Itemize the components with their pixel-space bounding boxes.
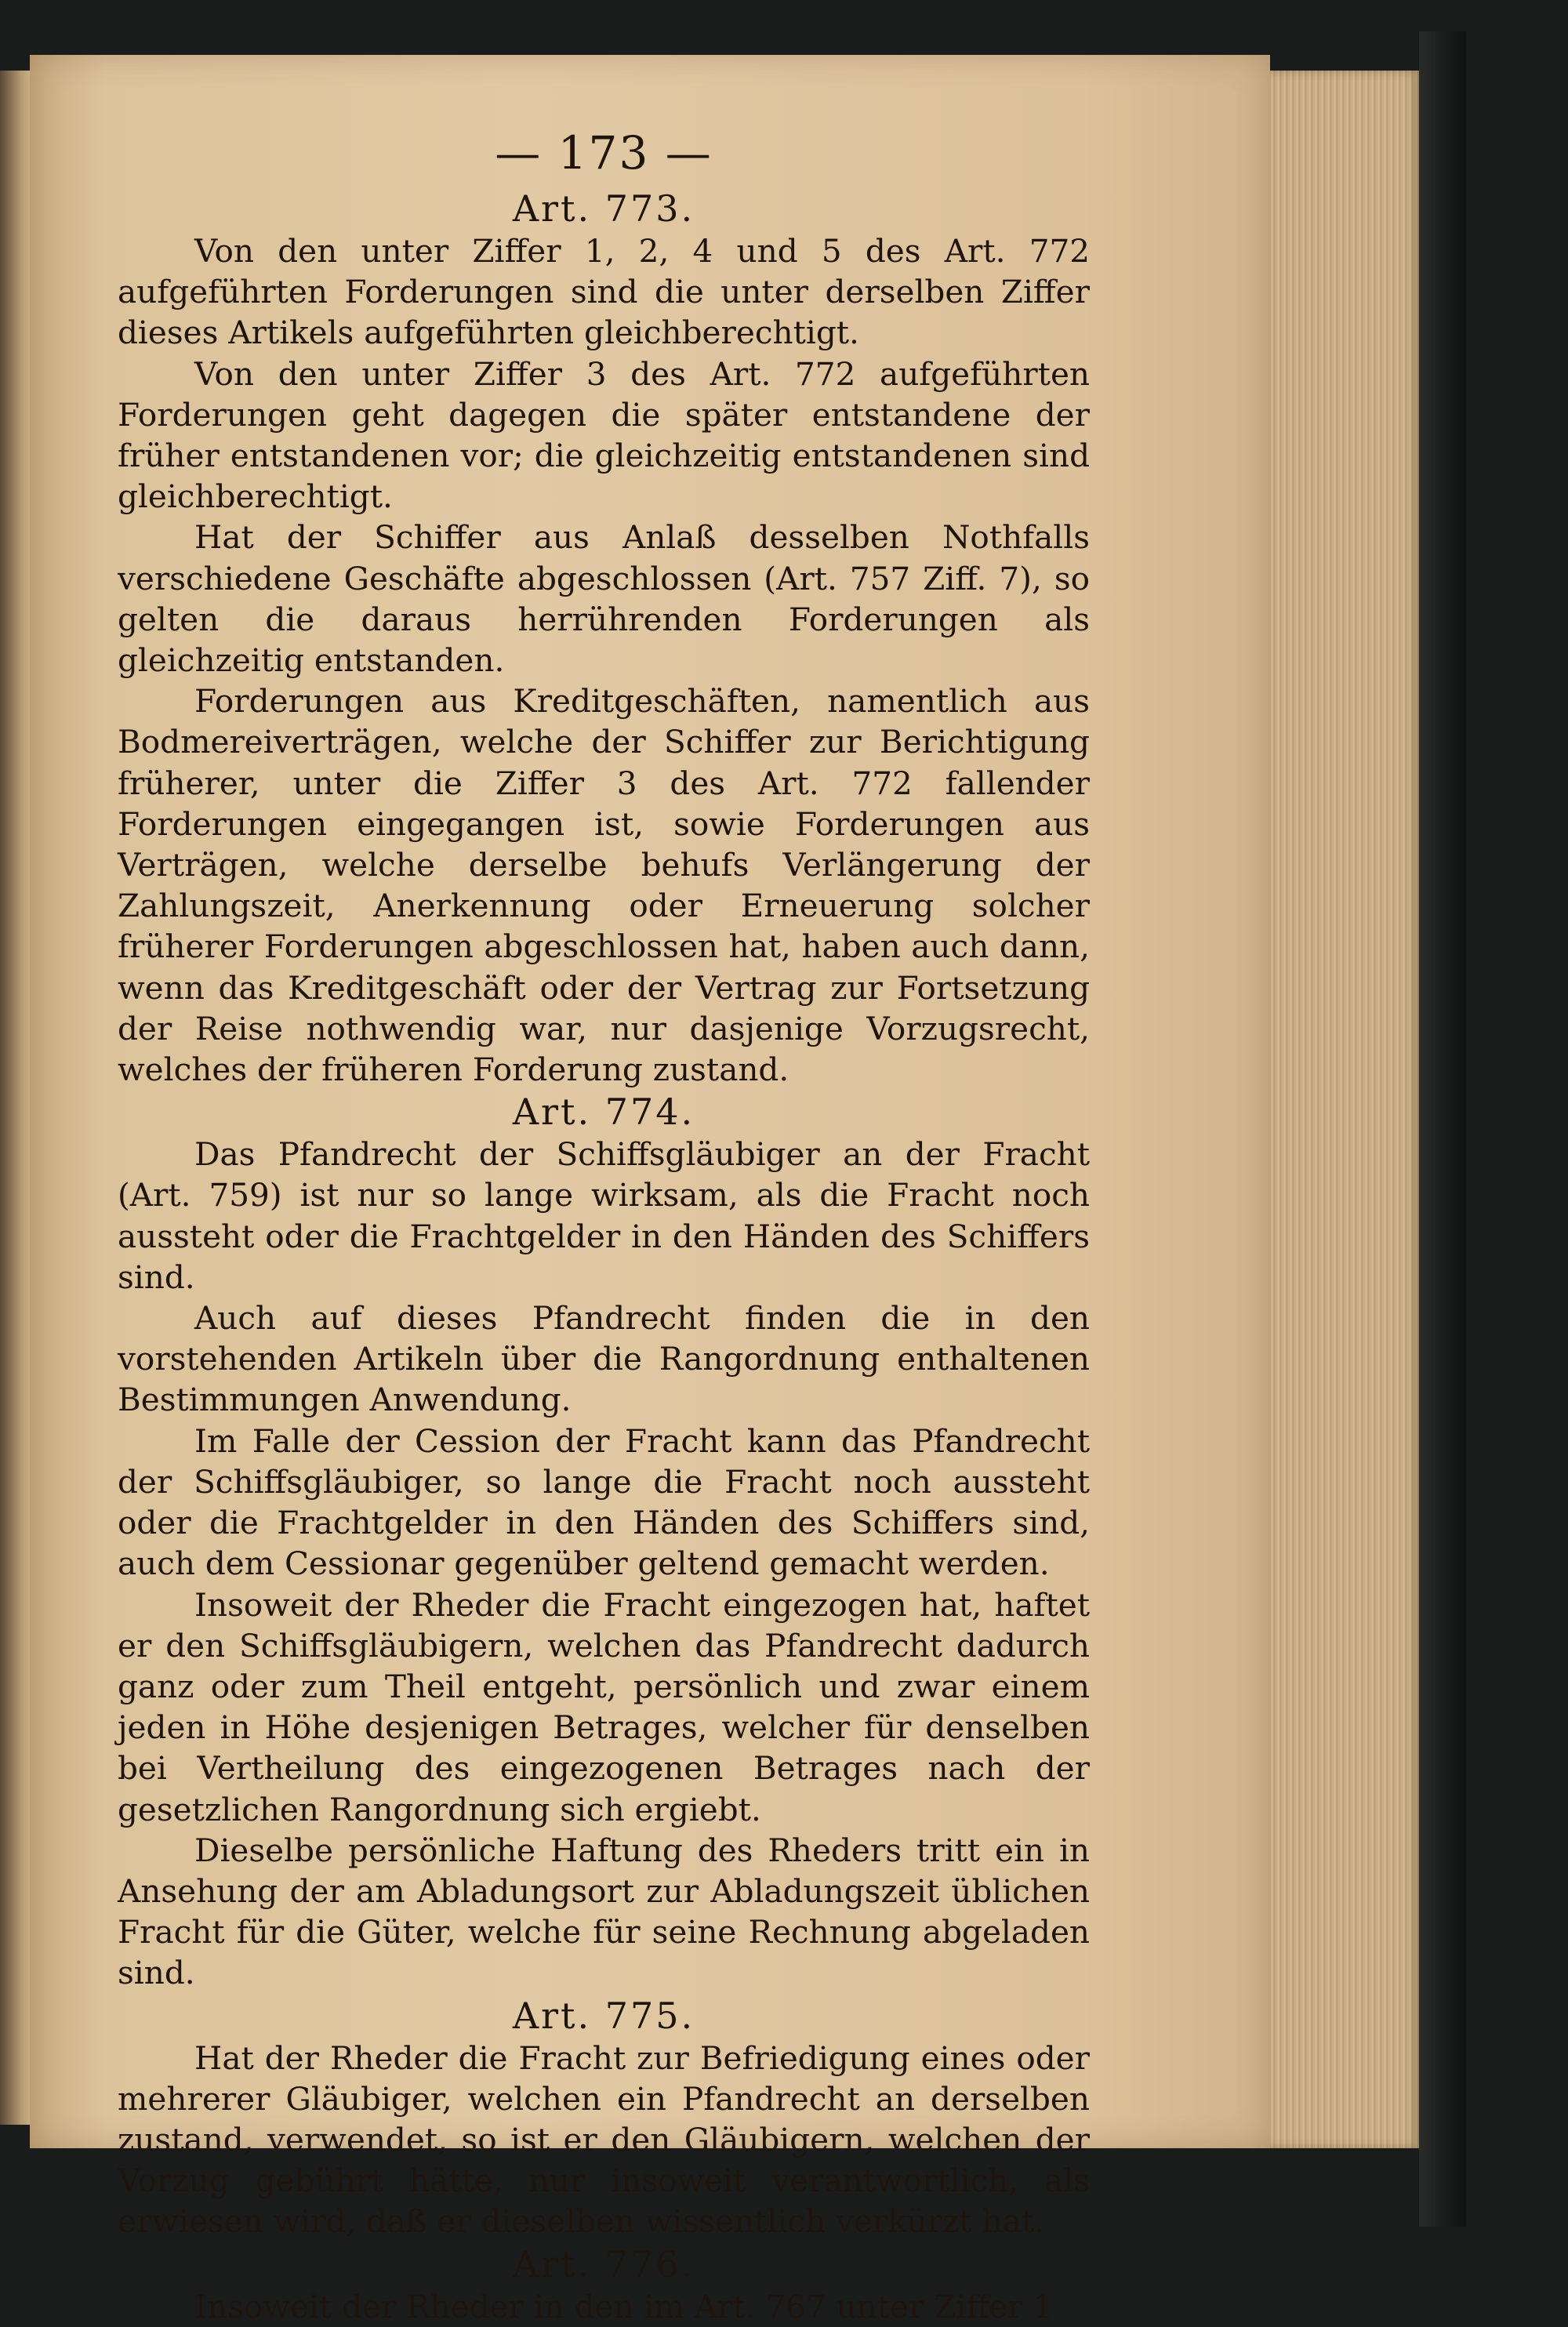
paragraph: Insoweit der Rheder in den im Art. 767 unter Ziffer 1: [194, 2287, 1054, 2325]
article-heading: Art. 776.: [512, 2242, 695, 2285]
paragraph: Dieselbe persönliche Haftung des Rheders tritt ein in Ansehung der am Abladungsort zur Abladungszeit üblichen Fracht für die Güter, welche für seine Rechnung abgeladen sind.: [118, 1831, 1090, 1992]
article-heading: Art. 775.: [512, 1994, 695, 2037]
facing-page-edge: [0, 71, 30, 2125]
page-block-edges: [1270, 71, 1419, 2148]
page-text: [118, 125, 1090, 2327]
paragraph: Forderungen aus Kreditgeschäften, namentlich aus Bodmereiverträgen, welche der Schiffer zur Berichtigung früherer, unter die Ziffer 3 des Art. 772 fallender Forderungen eingegangen ist, sowie Forderungen aus Verträgen, welche derselbe behufs Verlängerung der Zahlungszeit, Anerkennung oder Erneuerung solcher früherer Forderungen abgeschlossen hat, haben auch dann, wenn das Kreditgeschäft oder der Vertrag zur Fortsetzung der Reise nothwendig war, nur dasjenige Vorzugsrecht, welches der früheren Forderung zustand.: [118, 682, 1090, 1089]
section-art-774: [118, 1090, 1090, 1993]
article-heading: Art. 774.: [512, 1091, 695, 1134]
section-art-773: [118, 187, 1090, 1090]
paragraph: Von den unter Ziffer 1, 2, 4 und 5 des Art. 772 aufgeführten Forderungen sind die unter derselben Ziffer dieses Artikels aufgeführten gleichberechtigt.: [118, 232, 1090, 352]
paragraph: Im Falle der Cession der Fracht kann das Pfandrecht der Schiffsgläubiger, so lange die Fracht noch aussteht oder die Frachtgelder in den Händen des Schiffers sind, auch dem Cessionar gegenüber geltend gemacht werden.: [118, 1421, 1090, 1583]
book-cover-edge: [1419, 31, 1466, 2227]
paragraph: Insoweit der Rheder die Fracht eingezogen hat, haftet er den Schiffsgläubigern, welchen das Pfandrecht dadurch ganz oder zum Theil entgeht, persönlich und zwar einem jeden in Höhe desjenigen Betrages, welcher für denselben bei Vertheilung des eingezogenen Betrages nach der gesetzlichen Rangordnung sich ergiebt.: [118, 1585, 1090, 1828]
article-heading: Art. 773.: [512, 187, 695, 230]
section-art-775: [118, 1994, 1090, 2242]
paragraph: Auch auf dieses Pfandrecht finden die in den vorstehenden Artikeln über die Rangordnung enthaltenen Bestimmungen Anwendung.: [118, 1299, 1090, 1419]
page-number: — 173 —: [495, 126, 713, 180]
paragraph: Das Pfandrecht der Schiffsgläubiger an der Fracht (Art. 759) ist nur so lange wirksam, als die Fracht noch aussteht oder die Frachtgelder in den Händen des Schiffers sind.: [118, 1135, 1090, 1296]
paragraph: Hat der Rheder die Fracht zur Befriedigung eines oder mehrerer Gläubiger, welchen ein Pfandrecht an derselben zustand, verwendet, so ist er den Gläubigern, welchen der Vorzug gebührt hätte, nur insoweit verantwortlich, als erwiesen wird, daß er dieselben wissentlich verkürzt hat.: [118, 2038, 1090, 2241]
section-art-776: [118, 2242, 1090, 2327]
paragraph: Hat der Schiffer aus Anlaß desselben Nothfalls verschiedene Geschäfte abgeschlossen (Art. 757 Ziff. 7), so gelten die daraus herrührenden Forderungen als gleichzeitig entstanden.: [118, 518, 1090, 680]
paragraph: Von den unter Ziffer 3 des Art. 772 aufgeführten Forderungen geht dagegen die später entstandene der früher entstandenen vor; die gleichzeitig entstandenen sind gleichberechtigt.: [118, 354, 1090, 516]
